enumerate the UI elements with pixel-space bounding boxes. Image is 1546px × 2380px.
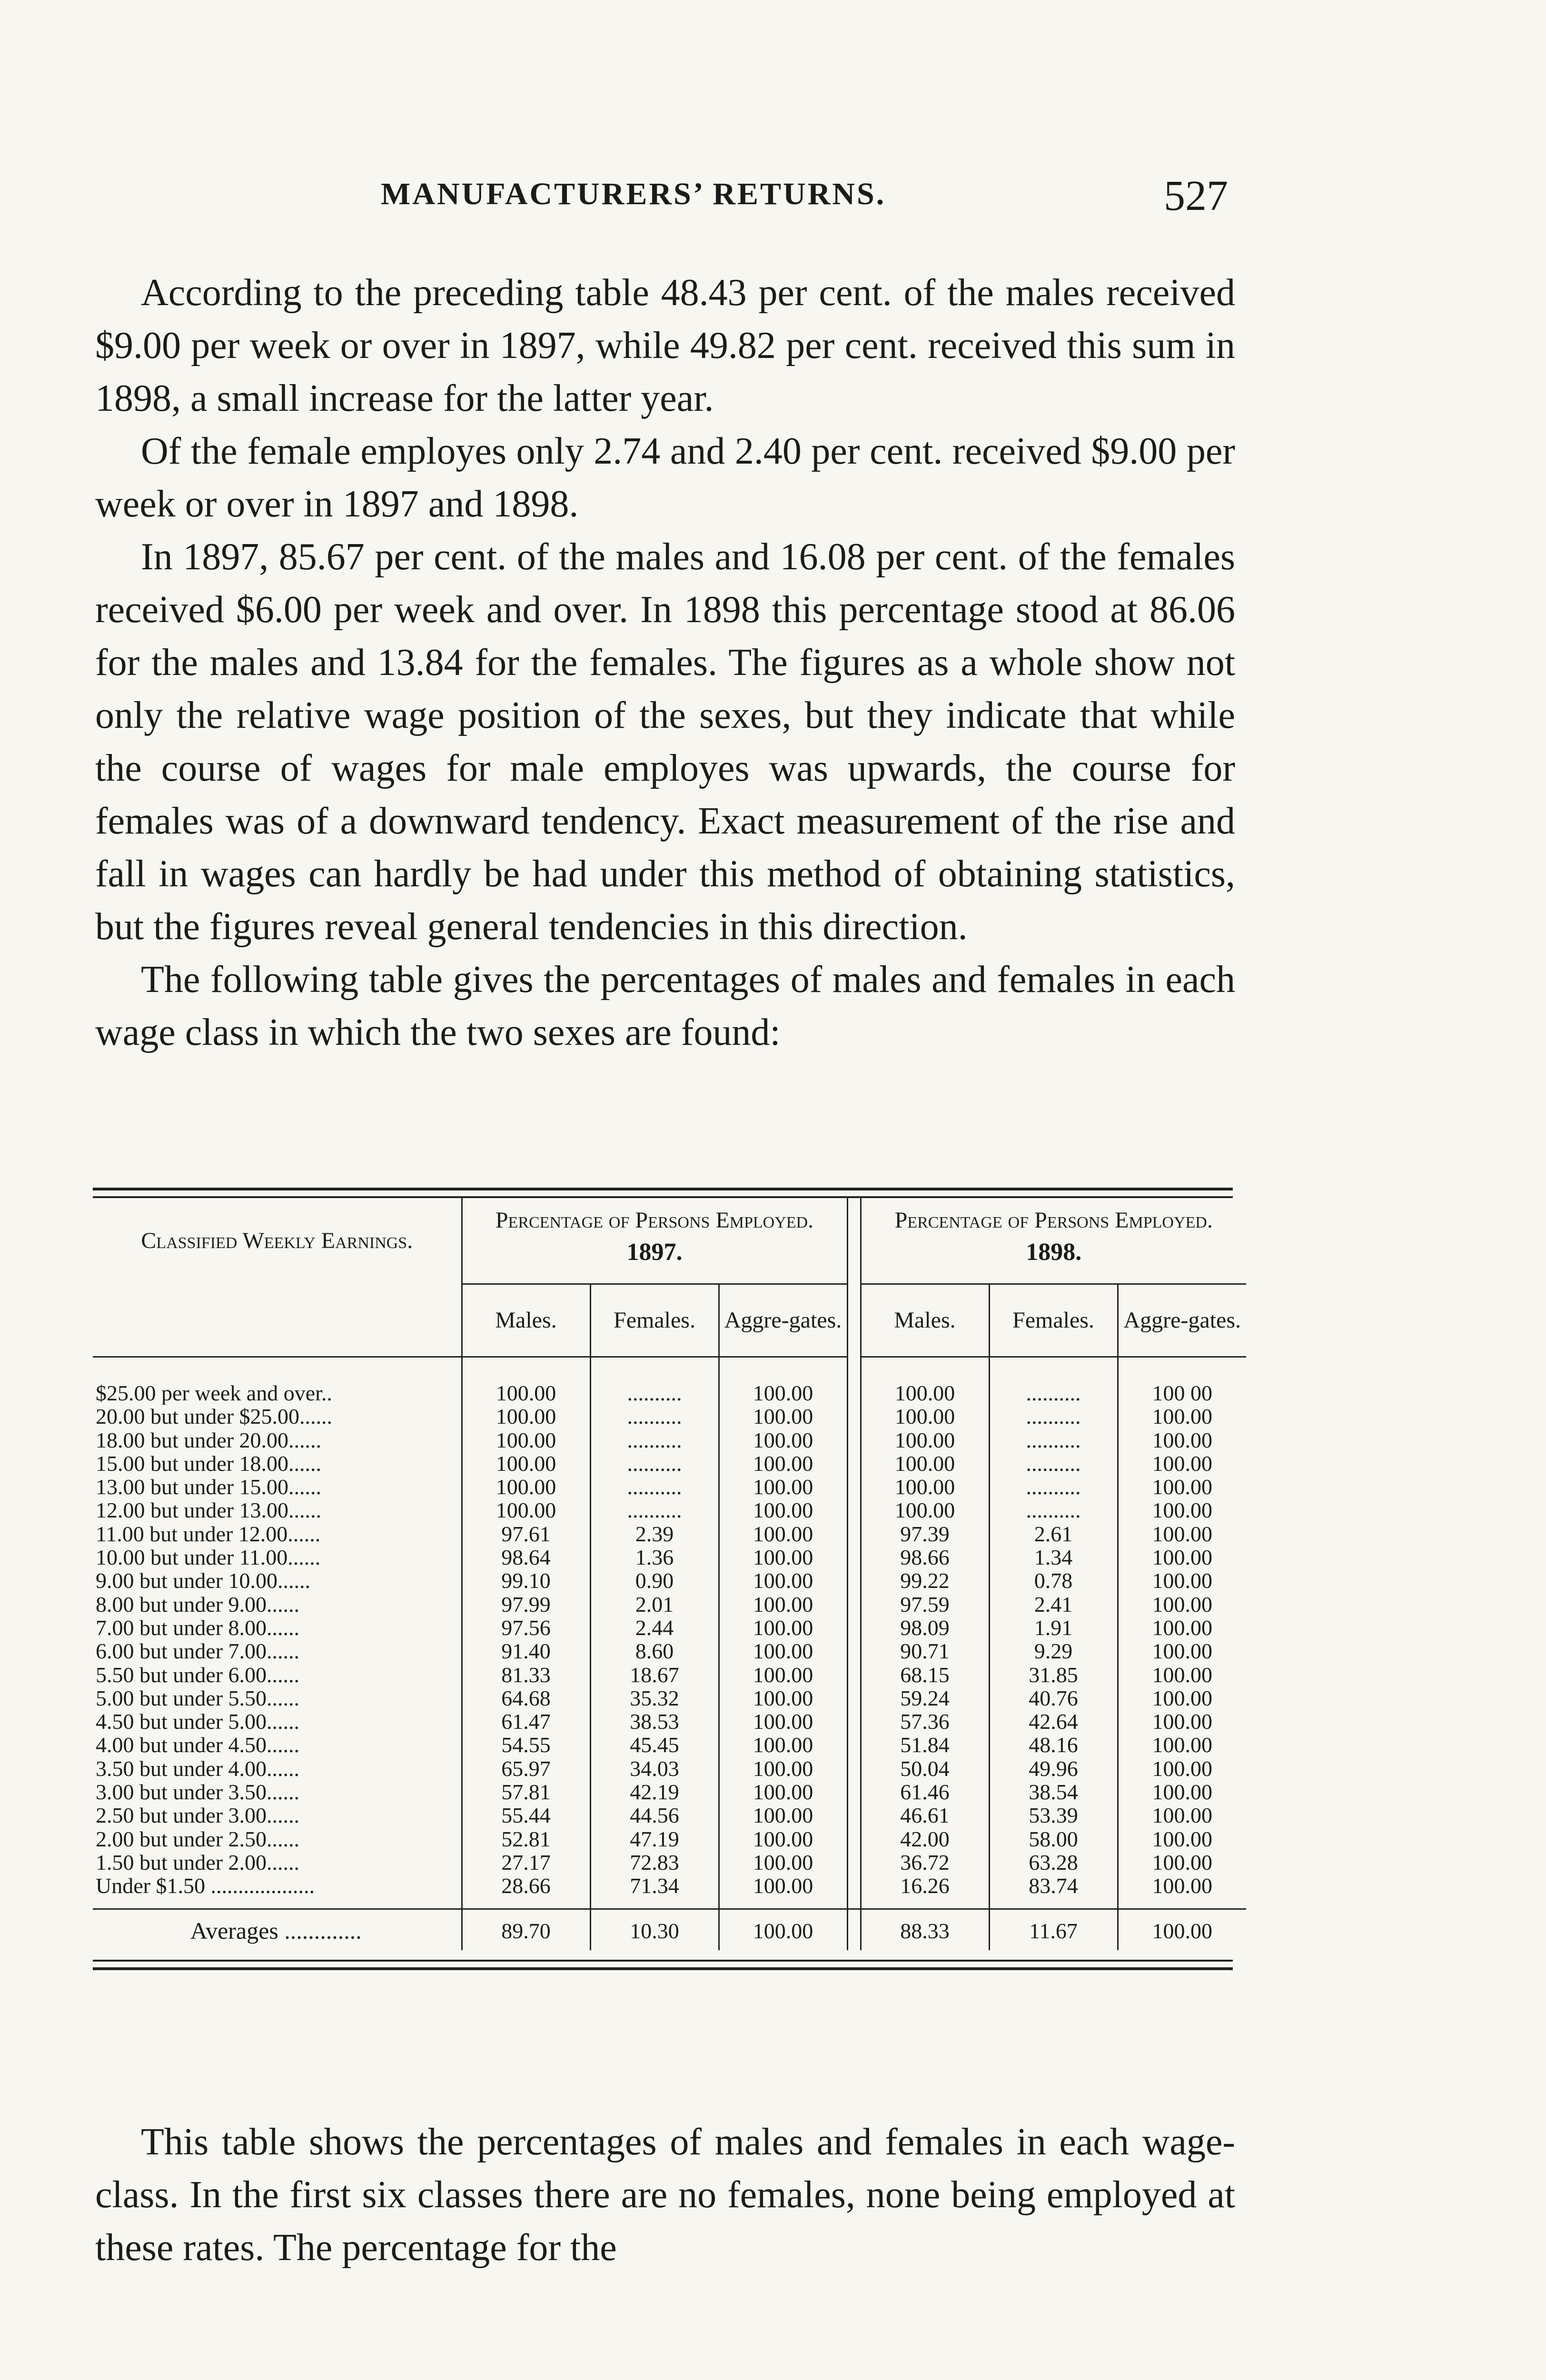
females-1897: 71.34 [590,1874,719,1909]
males-1897: 97.56 [462,1616,590,1639]
table-row [93,1498,1246,1522]
column-gap [847,1498,861,1522]
table-row [93,1522,1246,1546]
paragraph: The following table gives the percentages of males and females in each wage class in which the two sexes are found: [95,959,1235,1053]
row-label: 11.00 but under 12.00...... [96,1522,321,1546]
females-1897: 1.36 [590,1546,719,1569]
aggregates-1898: 100 00 [1118,1357,1246,1405]
females-1897: 44.56 [590,1804,719,1827]
aggregates-1898: 100.00 [1118,1686,1246,1710]
column-gap [847,1639,861,1663]
column-gap [847,1710,861,1733]
aggregates-1898: 100.00 [1118,1639,1246,1663]
aggregates-1898: 100.00 [1118,1593,1246,1616]
table-row [93,1851,1246,1874]
females-1898: .......... [989,1498,1118,1522]
aggregates-1898: 100.00 [1118,1851,1246,1874]
aggregates-1897: 100.00 [719,1639,847,1663]
column-gap [847,1874,861,1909]
wage-percentage-table [93,1188,1241,1970]
column-gap [847,1780,861,1804]
column-gap [847,1686,861,1710]
table-row [93,1710,1246,1733]
females-1897: 18.67 [590,1663,719,1686]
aggregates-1897: 100.00 [719,1874,847,1909]
column-gap [847,1663,861,1686]
aggregates-1898: 100.00 [1118,1498,1246,1522]
column-gap [847,1198,861,1357]
females-1898: .......... [989,1475,1118,1498]
females-1897: 72.83 [590,1851,719,1874]
row-label: 13.00 but under 15.00...... [96,1475,322,1499]
aggregates-1898: 100.00 [1118,1757,1246,1780]
table-row [93,1639,1246,1663]
males-1898: 100.00 [894,1451,955,1476]
table-row [93,1475,1246,1498]
col-males-1897: Males. [462,1284,590,1357]
averages-label: Averages ............. [93,1909,462,1950]
row-label: 4.00 but under 4.50...... [96,1733,300,1757]
column-gap [847,1804,861,1827]
year-1897: 1897. [462,1238,847,1284]
column-gap [847,1569,861,1592]
row-label: 5.50 but under 6.00...... [96,1663,300,1686]
females-1897: .......... [590,1357,719,1405]
females-1898: 40.76 [989,1686,1118,1710]
aggregates-1898: 100.00 [1118,1616,1246,1639]
aggregates-1897: 100.00 [719,1851,847,1874]
row-label: Under $1.50 ................... [96,1874,315,1898]
column-gap [847,1827,861,1851]
aggregates-1897: 100.00 [719,1569,847,1592]
table-body [93,1357,1246,1950]
males-1898: 98.09 [900,1615,950,1640]
aggregates-1898: 100.00 [1118,1710,1246,1733]
aggregates-1898: 100.00 [1118,1874,1246,1909]
aggregates-1898: 100.00 [1118,1452,1246,1475]
females-1897: 8.60 [590,1639,719,1663]
females-1897: .......... [590,1475,719,1498]
group-heading-1897: Percentage of Persons Employed. [462,1198,847,1238]
aggregates-1898: 100.00 [1118,1428,1246,1452]
row-label: 3.00 but under 3.50...... [96,1780,300,1804]
col-aggregates-1897: Aggre-gates. [719,1284,847,1357]
group-heading-1898: Percentage of Persons Employed. [894,1208,1213,1233]
males-1897: 55.44 [462,1804,590,1827]
col-aggregates-1898: Aggre-gates. [1118,1284,1246,1357]
females-1897: 0.90 [590,1569,719,1592]
males-1898: 46.61 [900,1803,950,1828]
males-1897: 64.68 [462,1686,590,1710]
running-title: MANUFACTURERS’ RETURNS. [381,177,886,211]
col-females-1898: Females. [989,1284,1118,1357]
avg-females-1897: 10.30 [590,1909,719,1950]
aggregates-1898: 100.00 [1118,1663,1246,1686]
paragraph: According to the preceding table 48.43 per cent. of the males received $9.00 per week or over in 1897, while 49.82 per cent. received this sum in 1898, a small increase for the latter year. [95,272,1235,419]
avg-aggregates-1897: 100.00 [719,1909,847,1950]
aggregates-1898: 100.00 [1118,1569,1246,1592]
aggregates-1897: 100.00 [719,1522,847,1546]
column-gap [847,1616,861,1639]
males-1897: 27.17 [462,1851,590,1874]
aggregates-1897: 100.00 [719,1827,847,1851]
females-1898: 63.28 [989,1851,1118,1874]
row-label: 10.00 but under 11.00...... [96,1546,321,1569]
males-1897: 91.40 [462,1639,590,1663]
males-1898: 36.72 [900,1850,950,1874]
aggregates-1898: 100.00 [1118,1733,1246,1756]
males-1898: 90.71 [900,1639,950,1664]
table-row [93,1874,1246,1909]
table-row [93,1569,1246,1592]
row-label: 2.00 but under 2.50...... [96,1827,300,1851]
females-1897: .......... [590,1452,719,1475]
females-1898: 0.78 [989,1569,1118,1592]
aggregates-1898: 100.00 [1118,1475,1246,1498]
table-row [93,1733,1246,1756]
females-1898: 53.39 [989,1804,1118,1827]
aggregates-1898: 100.00 [1118,1780,1246,1804]
aggregates-1897: 100.00 [719,1663,847,1686]
females-1898: 58.00 [989,1827,1118,1851]
males-1898: 16.26 [900,1874,950,1898]
males-1898: 98.66 [900,1545,950,1570]
row-label: 8.00 but under 9.00...... [96,1592,300,1616]
females-1897: 2.39 [590,1522,719,1546]
males-1897: 57.81 [462,1780,590,1804]
aggregates-1897: 100.00 [719,1686,847,1710]
column-gap [847,1357,861,1405]
avg-males-1898: 88.33 [861,1909,989,1950]
averages-row [93,1909,1246,1950]
males-1898: 100.00 [894,1428,955,1452]
table-bottom-rule [93,1960,1233,1962]
females-1897: .......... [590,1405,719,1428]
males-1897: 28.66 [462,1874,590,1909]
males-1898: 100.00 [894,1475,955,1499]
aggregates-1897: 100.00 [719,1475,847,1498]
paragraph: This table shows the percentages of males and females in each wage-class. In the first six classes there are no females, none being employed at these rates. The percentage for the [95,2121,1235,2269]
males-1897: 100.00 [462,1357,590,1405]
aggregates-1897: 100.00 [719,1757,847,1780]
aggregates-1897: 100.00 [719,1804,847,1827]
paragraph: In 1897, 85.67 per cent. of the males and 16.08 per cent. of the females received $6.00 per week and over. In 1898 this percentage stood at 86.06 for the males and 13.84 for the females. The figures as a whole show not only the relative wage position of the sexes, but they indicate that while the course of wages for male employes was upwards, the course for females was of a downward tendency. Exact measurement of the rise and fall in wages can hardly be had under this method of obtaining statistics, but the figures reveal general tendencies in this direction. [95,536,1235,948]
females-1897: .......... [590,1498,719,1522]
table-row [93,1663,1246,1686]
table-row [93,1405,1246,1428]
table-row [93,1428,1246,1452]
aggregates-1897: 100.00 [719,1405,847,1428]
females-1897: 2.01 [590,1593,719,1616]
avg-females-1898: 11.67 [989,1909,1118,1950]
females-1898: 83.74 [989,1874,1118,1909]
females-1897: 45.45 [590,1733,719,1756]
males-1898: 68.15 [900,1662,950,1687]
females-1897: 42.19 [590,1780,719,1804]
males-1898: 59.24 [900,1686,950,1710]
males-1897: 100.00 [462,1498,590,1522]
females-1898: .......... [989,1428,1118,1452]
table-row [93,1686,1246,1710]
males-1897: 100.00 [462,1475,590,1498]
females-1898: .......... [989,1357,1118,1405]
females-1898: 2.41 [989,1593,1118,1616]
row-label: 7.00 but under 8.00...... [96,1616,300,1640]
wage-table [93,1198,1246,1950]
paragraph: Of the female employes only 2.74 and 2.40 per cent. received $9.00 per week or over in 1897 and 1898. [95,430,1235,525]
aggregates-1897: 100.00 [719,1710,847,1733]
females-1897: 2.44 [590,1616,719,1639]
row-label: 15.00 but under 18.00...... [96,1451,322,1476]
row-label: 5.00 but under 5.50...... [96,1686,300,1710]
males-1898: 50.04 [900,1756,950,1781]
males-1897: 97.61 [462,1522,590,1546]
males-1897: 97.99 [462,1593,590,1616]
males-1898: 42.00 [900,1826,950,1851]
males-1897: 65.97 [462,1757,590,1780]
females-1898: 42.64 [989,1710,1118,1733]
column-gap [847,1452,861,1475]
column-gap [847,1405,861,1428]
column-gap [847,1909,861,1950]
column-gap [847,1522,861,1546]
females-1897: 35.32 [590,1686,719,1710]
column-gap [847,1428,861,1452]
column-gap [847,1546,861,1569]
aggregates-1898: 100.00 [1118,1804,1246,1827]
females-1898: 9.29 [989,1639,1118,1663]
row-label: $25.00 per week and over.. [96,1381,332,1405]
females-1898: 1.91 [989,1616,1118,1639]
body-text-top [95,267,1235,1059]
page-header [95,171,1228,233]
table-row [93,1804,1246,1827]
males-1897: 52.81 [462,1827,590,1851]
aggregates-1897: 100.00 [719,1428,847,1452]
aggregates-1898: 100.00 [1118,1522,1246,1546]
row-label: 3.50 but under 4.00...... [96,1756,300,1781]
females-1897: .......... [590,1428,719,1452]
row-label: 6.00 but under 7.00...... [96,1639,300,1663]
table-top-rule [93,1188,1233,1190]
table-row [93,1452,1246,1475]
body-text-bottom [95,2116,1235,2274]
column-gap [847,1851,861,1874]
males-1898: 100.00 [894,1498,955,1523]
table-row [93,1593,1246,1616]
table-row [93,1827,1246,1851]
aggregates-1897: 100.00 [719,1498,847,1522]
aggregates-1897: 100.00 [719,1616,847,1639]
females-1898: .......... [989,1452,1118,1475]
aggregates-1898: 100.00 [1118,1405,1246,1428]
table-row [93,1780,1246,1804]
females-1897: 38.53 [590,1710,719,1733]
classified-earnings-header: Classified Weekly Earnings. [141,1228,413,1254]
table-bottom-rule-outer [93,1967,1233,1970]
col-males-1898: Males. [861,1284,989,1357]
table-row [93,1757,1246,1780]
males-1898: 51.84 [900,1733,950,1757]
table-row [93,1546,1246,1569]
females-1898: 38.54 [989,1780,1118,1804]
row-label: 12.00 but under 13.00...... [96,1498,322,1522]
row-label: 18.00 but under 20.00...... [96,1428,322,1452]
females-1898: .......... [989,1405,1118,1428]
year-1898: 1898. [1026,1239,1082,1266]
row-label: 9.00 but under 10.00...... [96,1569,311,1593]
males-1897: 100.00 [462,1452,590,1475]
aggregates-1897: 100.00 [719,1357,847,1405]
column-gap [847,1593,861,1616]
males-1897: 100.00 [462,1428,590,1452]
females-1898: 31.85 [989,1663,1118,1686]
column-gap [847,1757,861,1780]
row-label: 1.50 but under 2.00...... [96,1850,300,1874]
males-1898: 100.00 [894,1381,955,1405]
females-1897: 34.03 [590,1757,719,1780]
aggregates-1897: 100.00 [719,1780,847,1804]
males-1897: 100.00 [462,1405,590,1428]
table-row [93,1357,1246,1405]
females-1898: 49.96 [989,1757,1118,1780]
aggregates-1898: 100.00 [1118,1827,1246,1851]
column-gap [847,1733,861,1756]
aggregates-1897: 100.00 [719,1452,847,1475]
females-1898: 48.16 [989,1733,1118,1756]
aggregates-1897: 100.00 [719,1593,847,1616]
column-gap [847,1475,861,1498]
aggregates-1897: 100.00 [719,1546,847,1569]
page-number: 527 [1164,172,1228,219]
males-1898: 57.36 [900,1709,950,1734]
males-1897: 54.55 [462,1733,590,1756]
males-1898: 61.46 [900,1780,950,1805]
males-1897: 81.33 [462,1663,590,1686]
males-1898: 97.59 [900,1592,950,1616]
males-1898: 100.00 [894,1404,955,1429]
aggregates-1897: 100.00 [719,1733,847,1756]
females-1898: 1.34 [989,1546,1118,1569]
row-label: 4.50 but under 5.00...... [96,1710,300,1734]
avg-males-1897: 89.70 [462,1909,590,1950]
row-label: 2.50 but under 3.00...... [96,1804,300,1827]
males-1897: 99.10 [462,1569,590,1592]
label-spacer [93,1284,462,1357]
females-1898: 2.61 [989,1522,1118,1546]
aggregates-1898: 100.00 [1118,1546,1246,1569]
males-1898: 99.22 [900,1568,950,1593]
col-females-1897: Females. [590,1284,719,1357]
table-row [93,1616,1246,1639]
females-1897: 47.19 [590,1827,719,1851]
males-1897: 61.47 [462,1710,590,1733]
males-1897: 98.64 [462,1546,590,1569]
row-label: 20.00 but under $25.00...... [96,1405,333,1428]
males-1898: 97.39 [900,1521,950,1546]
avg-aggregates-1898: 100.00 [1118,1909,1246,1950]
